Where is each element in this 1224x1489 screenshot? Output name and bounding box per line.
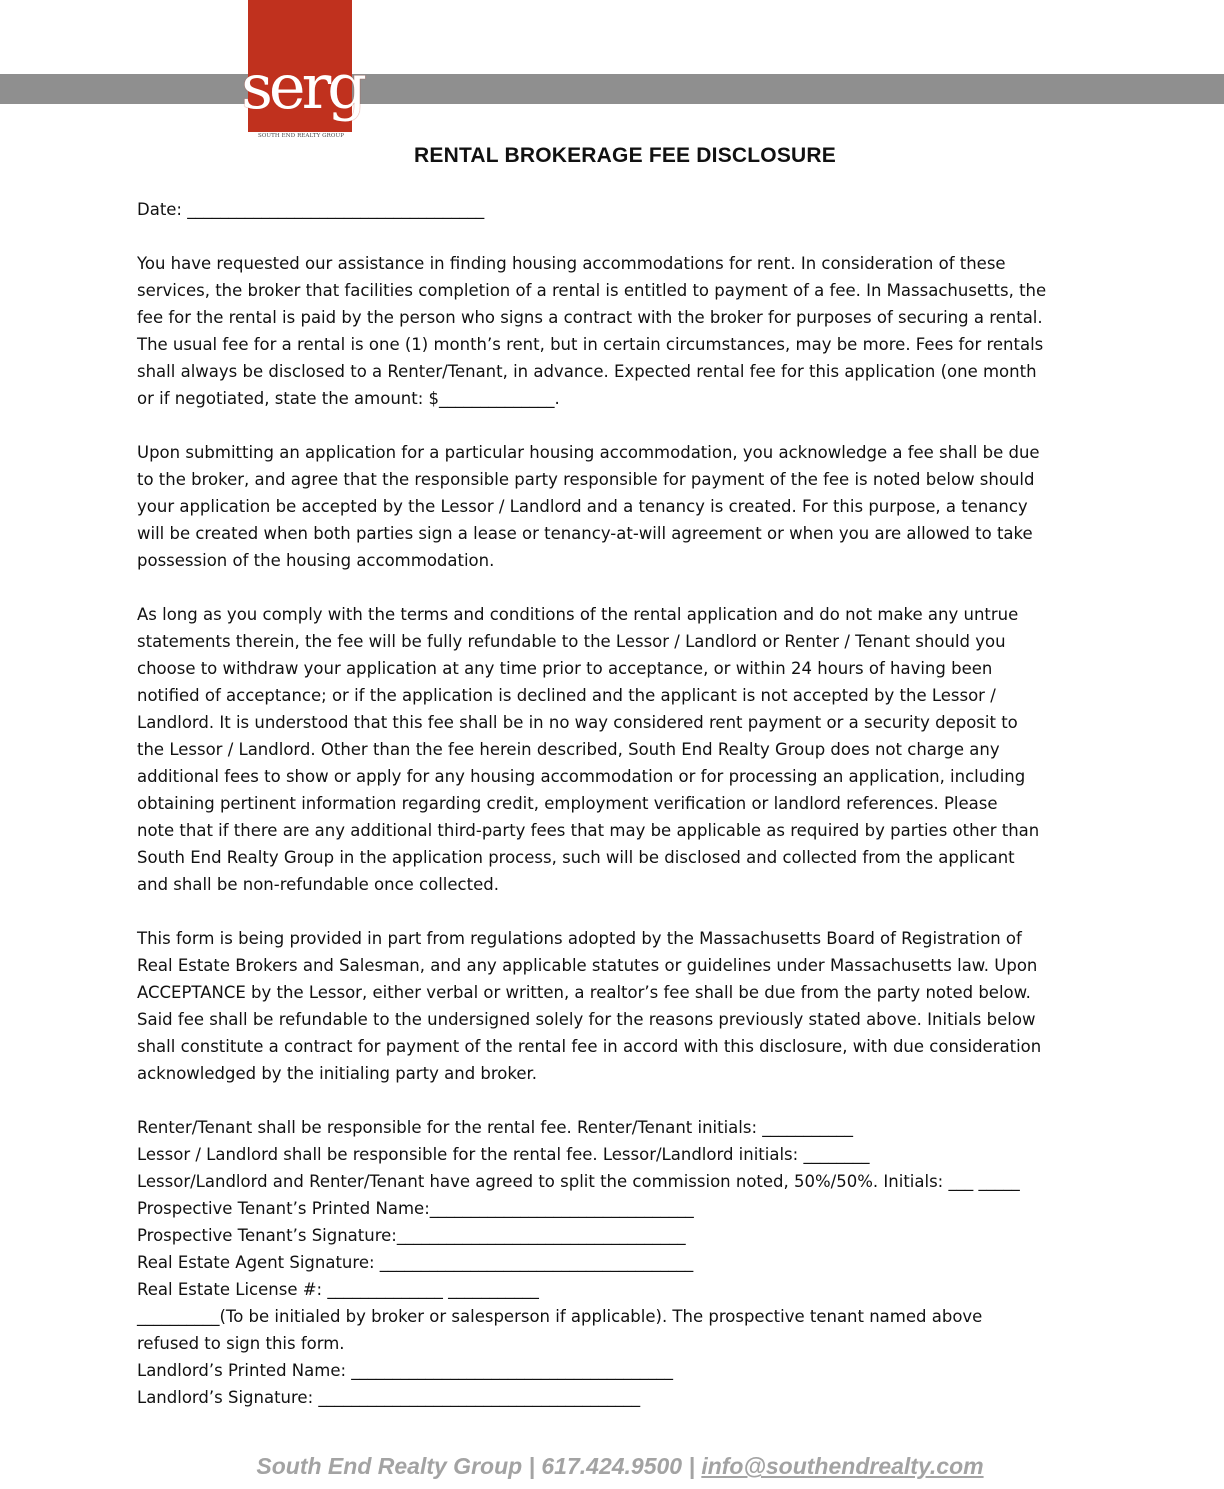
signature-section — [137, 1114, 1127, 1411]
text-line: fee for the rental is paid by the person who signs a contract with the broker for purposes of securing a rental. — [137, 308, 1043, 327]
text-line: refused to sign this form. — [137, 1334, 345, 1353]
text-line: This form is being provided in part from regulations adopted by the Massachusetts Board of Registration of — [137, 929, 1022, 948]
page-footer — [0, 1453, 1224, 1480]
text-line: note that if there are any additional third-party fees that may be applicable as required by parties other than — [137, 821, 1040, 840]
text-line: Real Estate Brokers and Salesman, and any applicable statutes or guidelines under Massachusetts law. Upon — [137, 956, 1038, 975]
fee-amount-field: or if negotiated, state the amount: $______________. — [137, 389, 560, 408]
header-band — [0, 74, 1224, 104]
document-title: RENTAL BROKERAGE FEE DISCLOSURE — [414, 144, 836, 167]
text-line: South End Realty Group in the application process, such will be disclosed and collected from the applicant — [137, 848, 1015, 867]
text-line: services, the broker that facilities completion of a rental is entitled to payment of a fee. In Massachusetts, the — [137, 281, 1047, 300]
text-line: the Lessor / Landlord. Other than the fee herein described, South End Realty Group does not charge any — [137, 740, 1000, 759]
landlord-printed-name-field: Landlord’s Printed Name: _______________________________________ — [137, 1361, 674, 1380]
text-line: additional fees to show or apply for any housing accommodation or for processing an application, including — [137, 767, 1026, 786]
text-line: to the broker, and agree that the responsible party responsible for payment of the fee is noted below should — [137, 470, 1035, 489]
split-initials-field: Lessor/Landlord and Renter/Tenant have agreed to split the commission noted, 50%/50%. Initials: ___ _____ — [137, 1172, 1020, 1191]
logo-text: serg — [241, 50, 363, 123]
text-line: notified of acceptance; or if the application is declined and the applicant is not accepted by the Lessor / — [137, 686, 996, 705]
text-line: obtaining pertinent information regarding credit, employment verification or landlord references. Please — [137, 794, 998, 813]
text-line: As long as you comply with the terms and conditions of the rental application and do not make any untrue — [137, 605, 1019, 624]
license-number-field: Real Estate License #: ______________ ___________ — [137, 1280, 539, 1299]
renter-initials-field: Renter/Tenant shall be responsible for the rental fee. Renter/Tenant initials: ___________ — [137, 1118, 854, 1137]
paragraph-fee-notice — [137, 250, 1127, 412]
tenant-signature-field: Prospective Tenant’s Signature:___________________________________ — [137, 1226, 686, 1245]
text-line: will be created when both parties sign a lease or tenancy-at-will agreement or when you are allowed to take — [137, 524, 1033, 543]
text-line: shall constitute a contract for payment of the rental fee in accord with this disclosure, with due consideration — [137, 1037, 1042, 1056]
text-line: statements therein, the fee will be fully refundable to the Lessor / Landlord or Renter / Tenant should you — [137, 632, 1006, 651]
landlord-initials-field: Lessor / Landlord shall be responsible for the rental fee. Lessor/Landlord initials: ________ — [137, 1145, 870, 1164]
text-line: shall always be disclosed to a Renter/Tenant, in advance. Expected rental fee for this application (one month — [137, 362, 1037, 381]
text-line: choose to withdraw your application at any time prior to acceptance, or within 24 hours of having been — [137, 659, 993, 678]
footer-company: South End Realty Group — [256, 1453, 523, 1479]
footer-separator: | — [682, 1453, 702, 1479]
text-line: ACCEPTANCE by the Lessor, either verbal or written, a realtor’s fee shall be due from the party noted below. — [137, 983, 1031, 1002]
paragraph-regulations — [137, 925, 1127, 1087]
broker-initials-field: __________(To be initialed by broker or salesperson if applicable). The prospective tenant named above — [137, 1307, 983, 1326]
text-line: Landlord. It is understood that this fee shall be in no way considered rent payment or a security deposit to — [137, 713, 1018, 732]
text-line: Upon submitting an application for a particular housing accommodation, you acknowledge a fee shall be due — [137, 443, 1040, 462]
text-line: The usual fee for a rental is one (1) month’s rent, but in certain circumstances, may be more. Fees for rentals — [137, 335, 1044, 354]
text-line: Said fee shall be refundable to the undersigned solely for the reasons previously stated above. Initials below — [137, 1010, 1036, 1029]
agent-signature-field: Real Estate Agent Signature: ______________________________________ — [137, 1253, 694, 1272]
text-line: You have requested our assistance in finding housing accommodations for rent. In consideration of these — [137, 254, 1006, 273]
paragraph-application — [137, 439, 1127, 574]
text-line: your application be accepted by the Lessor / Landlord and a tenancy is created. For this purpose, a tenancy — [137, 497, 1028, 516]
landlord-signature-field: Landlord’s Signature: _______________________________________ — [137, 1388, 641, 1407]
logo-caption: SOUTH END REALTY GROUP — [257, 133, 345, 139]
footer-separator: | — [522, 1453, 542, 1479]
text-line: acknowledged by the initialing party and broker. — [137, 1064, 538, 1083]
footer-phone: 617.424.9500 — [541, 1453, 683, 1479]
text-line: possession of the housing accommodation. — [137, 551, 495, 570]
document-body — [137, 196, 1127, 1411]
tenant-printed-name-field: Prospective Tenant’s Printed Name:________________________________ — [137, 1199, 694, 1218]
text-line: and shall be non-refundable once collected. — [137, 875, 499, 894]
date-field: Date: ____________________________________ — [137, 200, 485, 219]
paragraph-refund-terms — [137, 601, 1127, 898]
footer-email-link[interactable]: info@southendrealty.com — [701, 1453, 984, 1479]
